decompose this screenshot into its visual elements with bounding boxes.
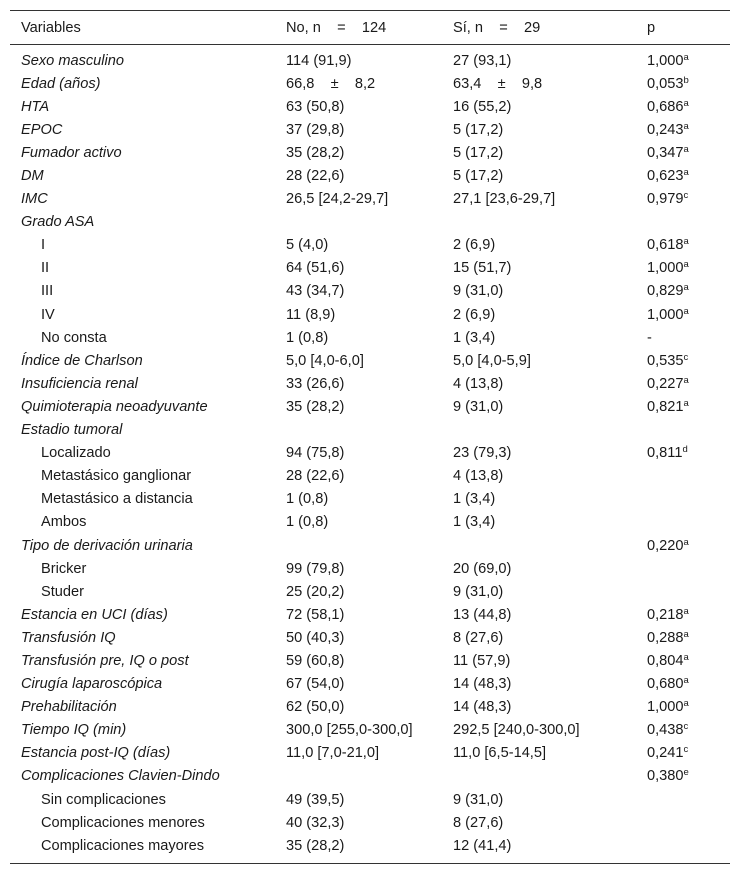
table-row [10, 419, 730, 442]
table-row [10, 488, 730, 511]
cell-si: 27,1 [23,6-29,7] [453, 191, 556, 208]
cell-no: 28 (22,6) [286, 468, 345, 485]
cell-no [275, 534, 442, 557]
cell-no: 49 (39,5) [286, 791, 345, 808]
cell-no: 62 (50,0) [286, 699, 345, 716]
cell-si: 8 (27,6) [453, 629, 504, 646]
cell-no: 43 (34,7) [286, 283, 345, 300]
row-label: Sexo masculino [21, 52, 125, 69]
cell-no: 33 (26,6) [286, 375, 345, 392]
p-value: 1,000 [647, 260, 684, 277]
cell-no: 64 (51,6) [286, 260, 345, 277]
table-row [10, 280, 730, 303]
p-superscript: a [683, 651, 689, 663]
row-label: Tipo de derivación urinaria [21, 537, 193, 554]
cell-no: 35 (28,2) [286, 398, 345, 415]
cell-p [636, 419, 730, 442]
cell-no: 11 (8,9) [286, 306, 336, 323]
cell-si: 23 (79,3) [453, 445, 512, 462]
cell-no [275, 765, 442, 788]
table-row [10, 696, 730, 719]
table-body [10, 45, 730, 864]
cell-si: 63,4 ± 9,8 [453, 75, 543, 92]
row-label: DM [21, 168, 44, 185]
cell-no: 28 (22,6) [286, 168, 345, 185]
row-label: Estancia post-IQ (días) [21, 745, 171, 762]
cell-si: 13 (44,8) [453, 606, 512, 623]
p-value: 0,220 [647, 537, 684, 554]
header-si: Sí, n = 29 [442, 11, 636, 45]
cell-p [636, 164, 730, 187]
cell-p [636, 580, 730, 603]
p-superscript: c [683, 351, 689, 363]
p-value: 0,680 [647, 676, 684, 693]
table-row [10, 649, 730, 672]
cell-si: 5 (17,2) [453, 144, 504, 161]
cell-si: 292,5 [240,0-300,0] [453, 722, 580, 739]
row-label: Localizado [41, 445, 111, 462]
row-label: Estadio tumoral [21, 422, 123, 439]
row-label: Cirugía laparoscópica [21, 676, 163, 693]
table-row [10, 303, 730, 326]
p-value: 0,347 [647, 144, 684, 161]
p-superscript: a [683, 397, 689, 409]
row-label: Insuficiencia renal [21, 375, 138, 392]
p-superscript: a [683, 675, 689, 687]
cell-si: 8 (27,6) [453, 814, 504, 831]
cell-p [636, 534, 730, 557]
row-label: I [41, 237, 46, 254]
cell-si: 12 (41,4) [442, 834, 636, 864]
table-row [10, 164, 730, 187]
p-value: 0,618 [647, 237, 684, 254]
cell-no: 94 (75,8) [286, 445, 345, 462]
p-superscript: e [683, 767, 689, 779]
row-label: Metastásico ganglionar [41, 468, 192, 485]
cell-p [636, 303, 730, 326]
row-label: Estancia en UCI (días) [21, 606, 168, 623]
cell-p [636, 765, 730, 788]
p-value: 0,218 [647, 606, 684, 623]
cell-no: 72 (58,1) [286, 606, 345, 623]
table-row [10, 742, 730, 765]
cell-si: 4 (13,8) [453, 468, 504, 485]
p-value: 0,623 [647, 168, 684, 185]
table-row [10, 141, 730, 164]
p-value: 0,241 [647, 745, 684, 762]
p-superscript: a [683, 120, 689, 132]
row-label: Complicaciones mayores [10, 834, 275, 864]
row-label: Índice de Charlson [21, 352, 143, 369]
cell-p [636, 465, 730, 488]
cell-si: 11 (57,9) [453, 652, 511, 669]
cell-no: 66,8 ± 8,2 [286, 75, 376, 92]
cell-p [636, 326, 730, 349]
cell-p [636, 488, 730, 511]
row-label: Fumador activo [21, 144, 122, 161]
row-label: Quimioterapia neoadyuvante [21, 398, 208, 415]
p-value: 0,804 [647, 652, 684, 669]
cell-p [636, 95, 730, 118]
cell-p [636, 673, 730, 696]
table-row [10, 603, 730, 626]
cell-p [636, 442, 730, 465]
cell-si: 14 (48,3) [453, 676, 512, 693]
table-row [10, 234, 730, 257]
row-label: Ambos [41, 514, 87, 531]
cell-si: 14 (48,3) [453, 699, 512, 716]
row-label: Bricker [41, 560, 87, 577]
p-superscript: a [683, 374, 689, 386]
cell-si: 5,0 [4,0-5,9] [453, 352, 531, 369]
table-row [10, 811, 730, 834]
row-label: IV [41, 306, 55, 323]
cell-p [636, 811, 730, 834]
table-row [10, 118, 730, 141]
cell-si: 2 (6,9) [453, 306, 496, 323]
p-value: 0,053 [647, 75, 684, 92]
p-value: 0,821 [647, 398, 684, 415]
p-superscript: a [683, 167, 689, 179]
table-row [10, 557, 730, 580]
cell-p [636, 141, 730, 164]
table-row [10, 788, 730, 811]
cell-p [636, 834, 730, 864]
cell-p [636, 557, 730, 580]
row-label: Sin complicaciones [41, 791, 166, 808]
row-label: Edad (años) [21, 75, 101, 92]
row-label: Metastásico a distancia [41, 491, 193, 508]
cell-no: 26,5 [24,2-29,7] [286, 191, 389, 208]
table-row [10, 511, 730, 534]
cell-p [636, 234, 730, 257]
cell-no: 63 (50,8) [286, 98, 345, 115]
p-value: 0,288 [647, 629, 684, 646]
p-superscript: a [683, 51, 689, 63]
p-value: 0,811 [647, 445, 683, 462]
cell-p [636, 349, 730, 372]
table-row [10, 534, 730, 557]
cell-p [636, 45, 730, 73]
p-value: 0,380 [647, 768, 684, 785]
cell-p [636, 742, 730, 765]
cell-p [636, 649, 730, 672]
p-superscript: b [683, 74, 689, 86]
p-value: 0,243 [647, 121, 684, 138]
cell-si: 11,0 [6,5-14,5] [453, 745, 547, 762]
table-row [10, 95, 730, 118]
header-row [10, 11, 730, 45]
cell-p [636, 395, 730, 418]
cell-no: 1 (0,8) [286, 329, 329, 346]
p-superscript: c [683, 744, 689, 756]
p-superscript: a [683, 236, 689, 248]
cell-si: 27 (93,1) [453, 52, 512, 69]
table-row [10, 372, 730, 395]
cell-no [275, 419, 442, 442]
table-row [10, 45, 730, 73]
cell-si [442, 765, 636, 788]
table-row [10, 719, 730, 742]
cell-p [636, 603, 730, 626]
row-label: Prehabilitación [21, 699, 117, 716]
cell-p [636, 211, 730, 234]
cell-p [636, 719, 730, 742]
header-p: p [636, 11, 730, 45]
cell-no: 5 (4,0) [286, 237, 329, 254]
cell-p [636, 72, 730, 95]
table-row [10, 326, 730, 349]
p-superscript: a [683, 605, 689, 617]
p-superscript: a [683, 97, 689, 109]
cell-no: 99 (79,8) [286, 560, 345, 577]
cell-p [636, 372, 730, 395]
cell-p [636, 788, 730, 811]
p-value: 1,000 [647, 306, 684, 323]
cell-p [636, 257, 730, 280]
row-label: IMC [21, 191, 48, 208]
cell-si: 9 (31,0) [453, 791, 504, 808]
cell-no: 1 (0,8) [286, 514, 329, 531]
table-row [10, 211, 730, 234]
table-header [10, 11, 730, 45]
p-value: 0,686 [647, 98, 684, 115]
cell-si: 16 (55,2) [453, 98, 512, 115]
table-row [10, 673, 730, 696]
p-superscript: a [683, 305, 689, 317]
table-row [10, 257, 730, 280]
cell-no: 114 (91,9) [286, 52, 352, 69]
cell-si: 20 (69,0) [453, 560, 512, 577]
row-label: Complicaciones Clavien-Dindo [21, 768, 220, 785]
cell-si [442, 534, 636, 557]
table-row [10, 626, 730, 649]
row-label: HTA [21, 98, 50, 115]
p-value: 0,227 [647, 375, 684, 392]
p-value: 0,438 [647, 722, 684, 739]
cell-si: 9 (31,0) [453, 583, 504, 600]
row-label: Transfusión pre, IQ o post [21, 652, 189, 669]
cell-p [636, 511, 730, 534]
row-label: Tiempo IQ (min) [21, 722, 127, 739]
p-value: 0,979 [647, 191, 684, 208]
table-row [10, 580, 730, 603]
cell-p [636, 626, 730, 649]
p-superscript: a [683, 259, 689, 271]
table-row [10, 395, 730, 418]
cell-no: 40 (32,3) [286, 814, 345, 831]
p-superscript: d [682, 444, 688, 456]
cell-no: 50 (40,3) [286, 629, 345, 646]
cell-p [636, 188, 730, 211]
cell-no: 59 (60,8) [286, 652, 345, 669]
cell-si [442, 211, 636, 234]
p-superscript: a [683, 628, 689, 640]
table-row [10, 188, 730, 211]
p-superscript: a [683, 282, 689, 294]
cell-si: 9 (31,0) [453, 283, 504, 300]
cell-no: 67 (54,0) [286, 676, 345, 693]
p-superscript: a [683, 698, 689, 710]
cell-no [275, 211, 442, 234]
row-label: Studer [41, 583, 84, 600]
cell-no: 1 (0,8) [286, 491, 329, 508]
cell-si: 5 (17,2) [453, 168, 504, 185]
table-row [10, 442, 730, 465]
p-superscript: c [683, 190, 689, 202]
cell-si: 1 (3,4) [453, 329, 496, 346]
row-label: II [41, 260, 50, 277]
cell-no: 5,0 [4,0-6,0] [286, 352, 364, 369]
cell-p [636, 280, 730, 303]
row-label: Grado ASA [21, 214, 95, 231]
cell-no: 35 (28,2) [286, 144, 345, 161]
cell-si: 15 (51,7) [453, 260, 512, 277]
p-superscript: a [683, 536, 689, 548]
cell-si: 1 (3,4) [453, 491, 496, 508]
p-value: 0,535 [647, 352, 684, 369]
cell-no: 35 (28,2) [275, 834, 442, 864]
p-superscript: c [683, 721, 689, 733]
cell-si: 5 (17,2) [453, 121, 504, 138]
results-table [10, 10, 730, 864]
table-row [10, 765, 730, 788]
cell-p [636, 118, 730, 141]
row-label: Transfusión IQ [21, 629, 116, 646]
row-label: Complicaciones menores [41, 814, 205, 831]
table-row [10, 834, 730, 864]
table-row [10, 349, 730, 372]
cell-si: 2 (6,9) [453, 237, 496, 254]
row-label: No consta [41, 329, 107, 346]
cell-si: 9 (31,0) [453, 398, 504, 415]
p-value: 0,829 [647, 283, 684, 300]
row-label: EPOC [21, 121, 63, 138]
cell-p [636, 696, 730, 719]
cell-no: 37 (29,8) [286, 121, 345, 138]
cell-no: 25 (20,2) [286, 583, 345, 600]
cell-si: 1 (3,4) [453, 514, 496, 531]
p-value: 1,000 [647, 52, 684, 69]
header-no: No, n = 124 [275, 11, 442, 45]
header-variables: Variables [10, 11, 275, 45]
cell-si [442, 419, 636, 442]
cell-no: 300,0 [255,0-300,0] [286, 722, 413, 739]
p-value: 1,000 [647, 699, 684, 716]
cell-si: 4 (13,8) [453, 375, 504, 392]
p-superscript: a [683, 143, 689, 155]
cell-no: 11,0 [7,0-21,0] [286, 745, 380, 762]
row-label: III [41, 283, 54, 300]
table-row [10, 465, 730, 488]
table-row [10, 72, 730, 95]
p-value: - [647, 329, 652, 346]
